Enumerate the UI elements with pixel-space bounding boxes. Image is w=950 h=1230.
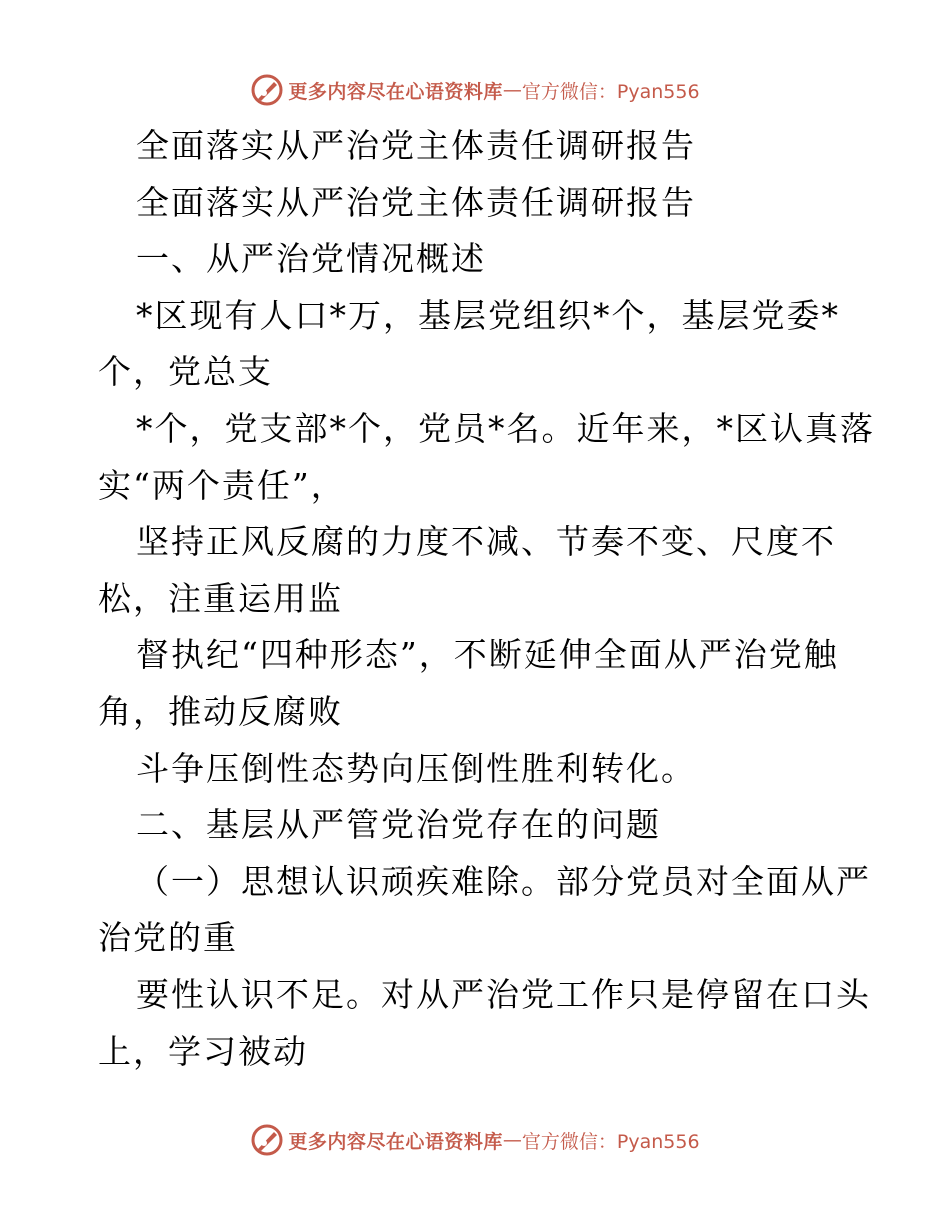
watermark-wechat: 官方微信：Pyan556 <box>521 1130 700 1153</box>
section-heading: 一、从严治党情况概述 <box>136 239 486 279</box>
paragraph-line: 上，学习被动 <box>98 1031 308 1071</box>
paragraph-line: 治党的重 <box>98 918 238 958</box>
paragraph-line: 斗争压倒性态势向压倒性胜利转化。 <box>136 748 696 788</box>
paragraph-line: 实“两个责任”， <box>98 465 346 505</box>
paragraph-line: 个，党总支 <box>98 352 273 392</box>
paragraph-line: *个，党支部*个，党员*名。近年来，*区认真落 <box>136 408 875 448</box>
watermark-wechat: 官方微信：Pyan556 <box>521 80 700 103</box>
watermark-separator: — <box>502 1129 522 1151</box>
paragraph-line: （一）思想认识顽疾难除。部分党员对全面从严 <box>136 861 871 901</box>
document-body <box>98 118 875 1080</box>
document-title: 全面落实从严治党主体责任调研报告 <box>136 126 696 165</box>
quill-logo-icon <box>250 1123 284 1157</box>
paragraph-line: *区现有人口*万，基层党组织*个，基层党委* <box>136 295 840 335</box>
quill-logo-icon <box>250 73 284 107</box>
paragraph-line: 要性认识不足。对从严治党工作只是停留在口头 <box>136 974 871 1014</box>
paragraph-line: 坚持正风反腐的力度不减、节奏不变、尺度不 <box>136 522 836 562</box>
watermark-brand: 更多内容尽在心语资料库 <box>288 1130 503 1153</box>
watermark-separator: — <box>502 79 522 101</box>
paragraph-line: 角，推动反腐败 <box>98 691 343 731</box>
watermark-brand: 更多内容尽在心语资料库 <box>288 80 503 103</box>
section-heading: 二、基层从严管党治党存在的问题 <box>136 805 661 845</box>
paragraph-line: 松，注重运用监 <box>98 578 343 618</box>
document-title-repeat: 全面落实从严治党主体责任调研报告 <box>136 182 696 222</box>
paragraph-line: 督执纪“四种形态”，不断延伸全面从严治党触 <box>136 635 839 675</box>
header-watermark <box>0 70 950 110</box>
footer-watermark <box>0 1120 950 1160</box>
